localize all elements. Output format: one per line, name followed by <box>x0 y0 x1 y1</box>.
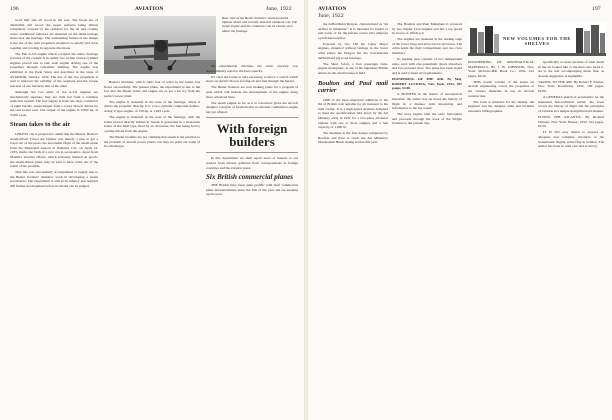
date-right: June, 1922 <box>318 13 344 19</box>
paragraph: The Boulton and Paul Mailplane is powered by two Napier Lion engines and has a top speed in excess of 160 m.p.h. <box>392 22 462 36</box>
paragraph: ONE of the most important additions to the list of British craft suitable for air transport is the mail carrier. It is a high-speed airplane designed to meet the specifications laid down by the Air Ministry early in 1931 for a two-place all-metal biplane with one or more engines and a fuel capacity of 1,000 lb. <box>318 97 388 130</box>
paragraph: A GENERAL sketch of aeronautics for the interested non-technical reader, the book covers the history of flight and the principles of aviation in a simple straightforward manner. <box>538 95 604 113</box>
paragraph: THE British have been quite prolific with their commercial plane announcements since the first of the year and are keeping up the pace. <box>206 183 298 197</box>
paragraph: the experimental machine, the water capacity was approximately equal to the fuel capacity. <box>206 64 298 73</box>
paragraph: The engine is mounted in the nose of the fuselage, where it drives the propeller directly. It is a two-cylinder compound double-acting V-type engine, of 150 hp. at 1,625 r.p.m. <box>104 99 200 114</box>
book-entry-heading: FLYING THE ATLANTIC. By Richard Webster, New York: Harper, 1932, 312 pages, $2.50. <box>538 115 604 129</box>
right-col-3 <box>468 60 534 414</box>
photo-caption: Rear view of the Besler brothers' steam-powered biplane which was recently tested at Oakland, Cal. The steam engine and the condenser can be clearly seen above the fuselage. <box>222 16 298 33</box>
heading-boulton-paul: Boulton and Paul mail carrier <box>318 79 388 95</box>
paragraph: The book is intended for the student, the engineer and the designer alike and includes extensive bibliographies. <box>468 99 534 113</box>
right-page <box>308 0 612 420</box>
page-number-right: 197 <box>592 6 601 12</box>
paragraph: IT IS NO easy matter to prepare an adequate and complete chronicle of the transatlantic flights, some fifty in number. The author has done so with care and accuracy. <box>538 130 604 149</box>
biplane-photo-image <box>104 16 216 74</box>
paragraph: The Short Scion, a four passenger twin-engine monoplane, is one of the ingenious British entries in the small transport field. <box>318 61 388 75</box>
review-heading: PIONEERING OF THE AIR. By Maj. ROBERT LUCKING, New York, 1932, 307 pages, $3.00. <box>392 77 462 91</box>
paragraph: word half and all wood in the rear. The floats are of duralumin and wood; the upper surfaces being almost completely covered by the radiators for the oil and cooling water. Additional radiators are mounted on the undercarriage struts near the fuselage. The outstanding feature of the design is the use of the twin propellers mounted co-axially and close together and rotating in opposite directions. <box>10 18 98 50</box>
date-left: June, 1922 <box>266 6 292 12</box>
paragraph: The Besler brothers are now making plans for a program of tests which will include the development of the engine along more advanced lines. <box>206 85 298 99</box>
paragraph: the deHavilland Dragon, characterized as "an airliner in miniature." It is intended for feeder or taxi work, or for the private owner who employs a professional pilot. <box>318 22 388 40</box>
paragraph: Although the two units of the A.S.6 engines are mechanically separate, they are both fed from a common induction system. The fuel supply is from one large carburetor of eight barrels, supercharged from a rotary blower driven by the rear power unit. The output of the engine is 2,800 hp. at 3,200 r.p.m. <box>10 89 98 117</box>
paragraph: The story begins with the early balloonists and proceeds through the work of the Wright brothers to the present day. <box>392 112 462 126</box>
page-number-left: 196 <box>10 6 19 12</box>
book-entry-heading: TAKING TO THE AIR. By Robert F. Fenton, New York: Doubleday, 1932, 190 pages, $2.00. <box>538 79 604 94</box>
paragraph: Besler's machine, with 6 cubic feet of water in the boiler, has flown successfully. The present plane, the experiment is due to the fact that the Besler boiler and engine are as yet a far cry from the perfect power plant. <box>104 80 200 98</box>
photo-steam-plane <box>104 16 216 74</box>
running-head-left: AVIATION <box>135 6 164 12</box>
paragraph: The Fiat A.S.6 engine which occupies the entire fuselage forward of the cockpit is in reality two in-line twelve-cylinder engines placed end to end, each engine driving one of the propellers through concentric shafting. The engine was exhibited at the Paris Salon and described in the issue of AVIATION, January, 1932. The use of the two propellers is said to improve the stability of the seaplane and the torque reaction of one balances that of the other. <box>10 51 98 88</box>
paragraph: UNLESS one is prepared to admit that the Messrs. Besler's steam-driven Travel Air biplane was merely a ruse to get a boost out of the press, the successful flight of the steam plane from the Municipal Airport at Oakland, Cal., on April 12, 1933, marks the birth of a new era in aeronautics. Apart from Maxim's abortive efforts, which seriously marked an epoch, the steam-driven plane may be said to have come out of the realm of the possible. <box>10 131 98 169</box>
paragraph: That this was successfully accomplished is largely due to the Besler brothers' intensive work in developing a steam locomotive. The experiment is still in its infancy and requires still further development before its merits can be judged. <box>10 170 98 188</box>
heading-steam: Steam takes to the air <box>10 121 71 129</box>
divider <box>206 152 298 153</box>
left-col-2 <box>104 80 200 414</box>
left-col-1 <box>10 18 98 414</box>
left-col-3 <box>206 64 298 414</box>
paragraph: specifically accurate pictures of what dwelt in the air looked like to the men who fared it. As to the text accompanying them, that, as already suggested, is negligible. <box>538 60 604 78</box>
book-entry-heading: ENGINEERING OF AERONAUTICAL MATERIALS. By J. B. JOHNSON, New York: McGraw-Hill Book Co., 1932, 412 pages, $4.50. <box>468 60 534 78</box>
paragraph: It's clear the boiler is only necessary to throw a switch which starts an electric blower forcing air and fuel through the burner. <box>206 74 298 84</box>
heading-foreign-builders: With foreign builders <box>216 121 288 150</box>
paragraph: The Besler brothers are not claiming that steam is the solution to the problem of aircraft power plants, but they do point out some of its advantages. <box>104 135 200 149</box>
left-page <box>0 0 304 420</box>
paragraph: Powered by two 130 hp. Gipsy Major engines, mounted without fairings in the lower wing panel, the Dragon has the conventional deHavilland plywood fuselage. <box>318 41 388 60</box>
bookshelf-illustration <box>468 22 606 56</box>
paragraph: A PIONEER in the matter of aeronautical literature, the author has set down the history of flight in a manner both interesting and informative to the lay reader. <box>392 92 462 111</box>
paragraph: Its landing gear consists of two independent units, each with oleo-pneumatic shock absorbers and low-pressure tires. The plane has been tested and is said to meet all requirements. <box>392 57 462 75</box>
heading-british-planes: Six British commercial planes <box>206 173 293 182</box>
right-col-2 <box>392 22 462 414</box>
paragraph: The engines are mounted in the leading edge of the lower wing and drive tractor airscrews. The cabin holds the mail compartment and two crew members. <box>392 37 463 56</box>
paragraph: THIS fourth volume of the series on aircraft engineering covers the properties of the various materials in use in aircraft construction. <box>468 79 534 98</box>
paragraph: In this department we shall report news of interest to our readers from abroad, gathered from correspondents in foreign countries and the aviation press. <box>206 156 298 170</box>
right-col-1 <box>318 22 388 414</box>
running-head-right: AVIATION <box>318 6 347 12</box>
paragraph: The steam engine as far as it is concerned gives the aircraft designer a degree of freedom that no internal combustion engine has yet offered. <box>206 100 298 114</box>
section-title-new-volumes: NEW VOLUMES FOR THE SHELVES <box>502 36 572 46</box>
divider <box>206 117 298 118</box>
right-col-4 <box>538 60 604 414</box>
paragraph: The engine is mounted in the nose of the fuselage, with the boiler placed directly behind it. Steam is generated in a monotube boiler of the flash type, fired by an oil burner, the fuel being fed by a pump driven from the engine. <box>104 115 200 133</box>
paragraph: The machine is the first design completed by Boulton and Paul to reach the Air Ministry's Martlesham Heath testing station this year. <box>318 131 388 145</box>
